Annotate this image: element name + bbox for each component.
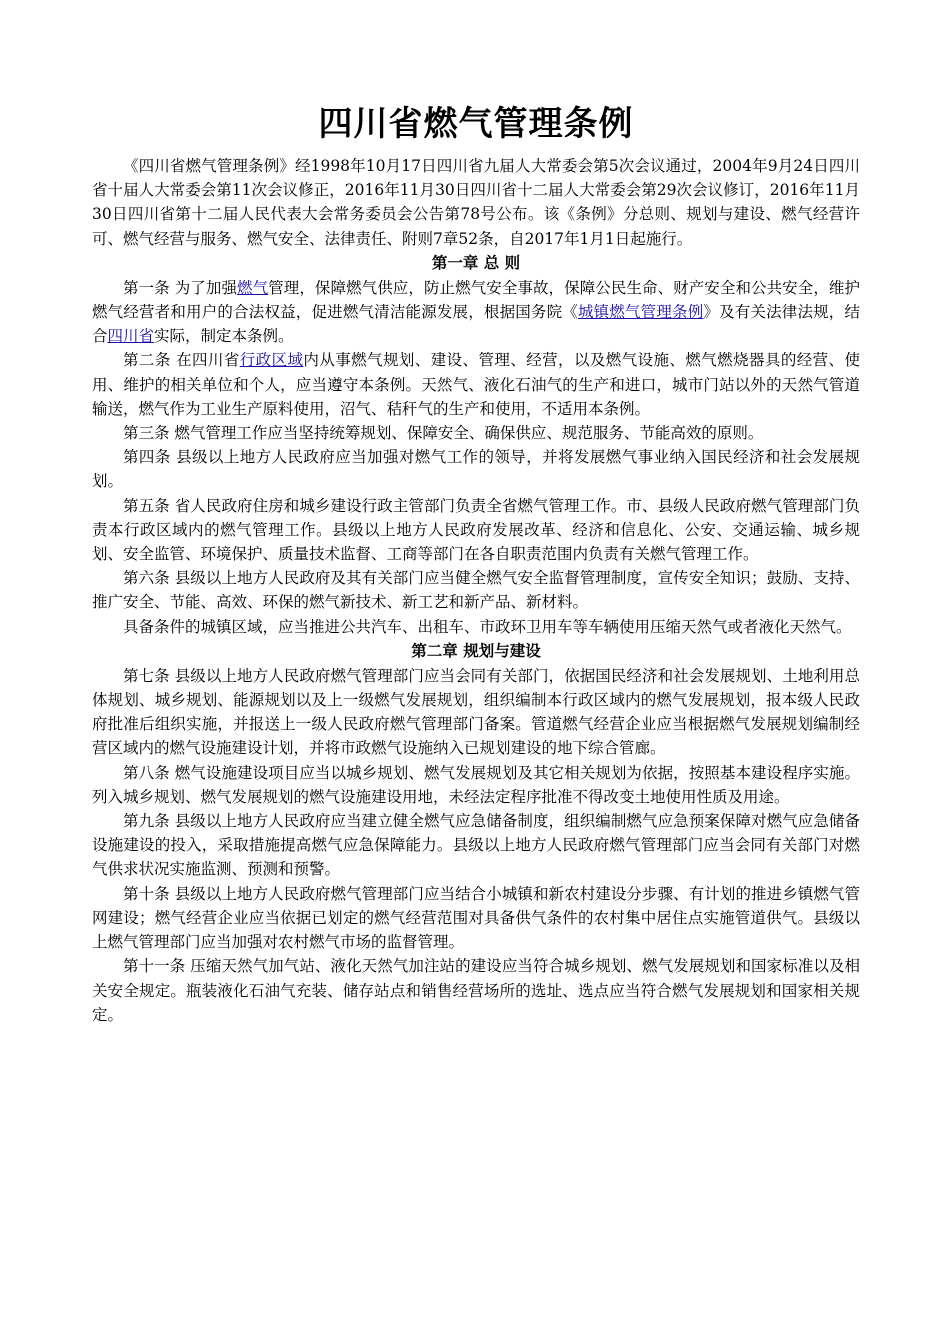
article-6-paragraph-2: 具备条件的城镇区域，应当推进公共汽车、出租车、市政环卫用车等车辆使用压缩天然气或者液化天然气。 [123,617,852,636]
article-1: 第一条 为了加强燃气管理，保障燃气供应，防止燃气安全事故，保障公民生命、财产安全和公共安全，维护燃气经营者和用户的合法权益，促进燃气清洁能源发展，根据国务院《城镇燃气管理条例》及有关法律法规，结合四川省实际，制定本条例。 [92,278,860,346]
article-4: 第四条 县级以上地方人民政府应当加强对燃气工作的领导，并将发展燃气事业纳入国民经济和社会发展规划。 [92,448,860,491]
document-page [92,100,860,1027]
article-10: 第十条 县级以上地方人民政府燃气管理部门应当结合小城镇和新农村建设分步骤、有计划的推进乡镇燃气管网建设；燃气经营企业应当依据已划定的燃气经营范围对具备供气条件的农村集中居住点实施管道供气。县级以上燃气管理部门应当加强对农村燃气市场的监督管理。 [92,884,860,952]
link-xingzheng-quyu[interactable]: 行政区域 [239,351,304,370]
article-9: 第九条 县级以上地方人民政府应当建立健全燃气应急储备制度，组织编制燃气应急预案保障对燃气应急储备设施建设的投入，采取措施提高燃气应急保障能力。县级以上地方人民政府燃气管理部门应当会同有关部门对燃气供求状况实施监测、预测和预警。 [92,812,860,879]
article-8: 第八条 燃气设施建设项目应当以城乡规划、燃气发展规划及其它相关规划为依据，按照基本建设程序实施。列入城乡规划、燃气发展规划的燃气设施建设用地，未经法定程序批准不得改变土地使用性质及用途。 [92,763,860,806]
link-chengzhen-ranqi-tiaoli[interactable]: 城镇燃气管理条例 [577,303,704,322]
article-6: 第六条 县级以上地方人民政府及其有关部门应当健全燃气安全监督管理制度，宣传安全知识；鼓励、支持、推广安全、节能、高效、环保的燃气新技术、新工艺和新产品、新材料。 [92,569,860,612]
chapter-2-heading: 第二章 规划与建设 [411,641,541,660]
article-2: 第二条 在四川省行政区域内从事燃气规划、建设、管理、经营，以及燃气设施、燃气燃烧器具的经营、使用、维护的相关单位和个人，应当遵守本条例。天然气、液化石油气的生产和进口，城市门站以外的天然气管道输送，燃气作为工业生产原料使用，沼气、秸秆气的生产和使用，不适用本条例。 [92,351,860,418]
article-11: 第十一条 压缩天然气加气站、液化天然气加注站的建设应当符合城乡规划、燃气发展规划和国家标准以及相关安全规定。瓶装液化石油气充装、储存站点和销售经营场所的选址、选点应当符合燃气发展规划和国家相关规定。 [92,957,860,1024]
link-ranqi[interactable]: 燃气 [237,278,269,297]
intro-paragraph: 《四川省燃气管理条例》经1998年10月17日四川省九届人大常委会第5次会议通过，2004年9月24日四川省十届人大常委会第11次会议修正，2016年11月30日四川省十二届人大常委会第29次会议修订，2016年11月30日四川省第十二届人民代表大会常务委员会公告第78号公布。该《条例》分总则、规划与建设、燃气经营许可、燃气经营与服务、燃气安全、法律责任、附则7章52条，自2017年1月1日起施行。 [92,157,860,248]
article-5: 第五条 省人民政府住房和城乡建设行政主管部门负责全省燃气管理工作。市、县级人民政府燃气管理部门负责本行政区域内的燃气管理工作。县级以上地方人民政府发展改革、经济和信息化、公安、交通运输、城乡规划、安全监管、环境保护、质量技术监督、工商等部门在各自职责范围内负责有关燃气管理工作。 [92,496,860,564]
chapter-1-heading: 第一章 总 则 [431,253,521,272]
article-7: 第七条 县级以上地方人民政府燃气管理部门应当会同有关部门，依据国民经济和社会发展规划、土地利用总体规划、城乡规划、能源规划以及上一级燃气发展规划，组织编制本行政区域内的燃气发展规划，报本级人民政府批准后组织实施，并报送上一级人民政府燃气管理部门备案。管道燃气经营企业应当根据燃气发展规划编制经营区域内的燃气设施建设计划，并将市政燃气设施纳入已规划建设的地下综合管廊。 [92,666,860,758]
link-sichuan[interactable]: 四川省 [107,327,155,346]
article-3: 第三条 燃气管理工作应当坚持统筹规划、保障安全、确保供应、规范服务、节能高效的原则。 [123,424,764,443]
document-title: 四川省燃气管理条例 [318,104,634,144]
